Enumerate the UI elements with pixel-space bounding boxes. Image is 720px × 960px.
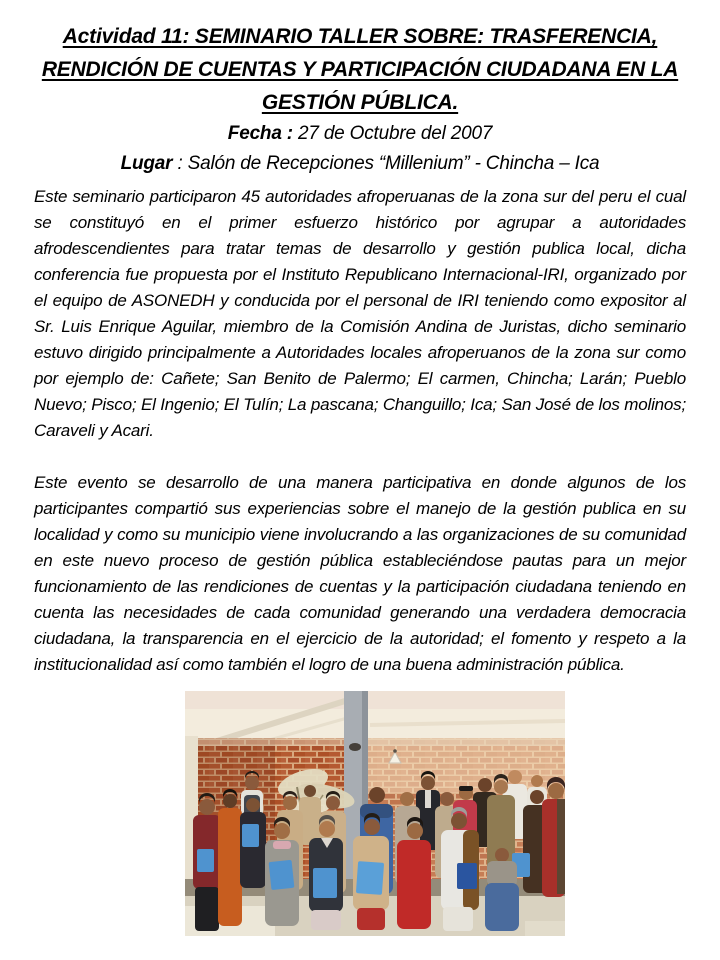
date-line — [34, 119, 686, 149]
document-title — [34, 20, 686, 119]
seminar-group-photo — [185, 691, 565, 936]
blue-folder — [197, 849, 214, 872]
blue-folder — [269, 860, 295, 890]
blue-folder — [313, 868, 337, 898]
sunglasses — [459, 786, 473, 791]
blue-folder — [242, 824, 259, 847]
paragraph-event-development: Este evento se desarrollo de una manera participativa en donde algunos de los participantes compartió sus experiencias sobre el manejo de la gestión publica en su localidad y como su municipio viene involucrando a las organizaciones de su comunidad en este nuevo proceso de gestión pública estableciéndose pautas para un mejor funcionamiento de las rendiciones de cuentas y la participación ciudadana teniendo en cuenta las necesidades de cada comunidad generando una verdadera democracia ciudadana, la transparencia en el ejercicio de la autoridad; el fomento y respeto a la institucionalidad así como también el logro de una buena administración pública. — [34, 473, 686, 674]
blue-book — [457, 863, 477, 889]
location-label: Lugar — [120, 153, 173, 174]
person — [218, 789, 242, 926]
title-line-2: RENDICIÓN DE CUENTAS Y PARTICIPACIÓN CIUDADANA EN LA — [41, 58, 679, 81]
paragraph-seminar-description: Este seminario participaron 45 autoridades afroperuanas de la zona sur del peru el cual se constituyó en el primer esfuerzo histórico por agrupar a autoridades afrodescendientes para tratar temas de desarrollo y gestión publica local, dicha conferencia fue propuesta por el Instituto Republicano Internacional-IRI, organizado por el equipo de ASONEDH y conducida por el personal de IRI teniendo como expositor al Sr. Luis Enrique Aguilar, miembro de la Comisión Andina de Juristas, dicho seminario estuvo dirigido principalmente a Autoridades locales afroperuanos de la zona sur como por ejemplo de: Cañete; San Benito de Palermo; El carmen, Chincha; Larán; Pueblo Nuevo; Pisco; El Ingenio; El Tulín; La pascana; Changuillo; Ica; San José de los molinos; Caraveli y Acari. — [34, 187, 686, 440]
pillar-sconce — [349, 743, 361, 751]
location-line — [34, 149, 686, 179]
date-value: 27 de Octubre del 2007 — [292, 123, 493, 144]
title-line-1: Actividad 11: SEMINARIO TALLER SOBRE: TRASFERENCIA, — [62, 25, 658, 48]
seminar-photo-illustration — [185, 691, 565, 936]
title-line-3: GESTIÓN PÚBLICA. — [261, 91, 459, 114]
date-label: Fecha : — [227, 123, 293, 144]
blue-folder — [356, 861, 384, 895]
location-value: : Salón de Recepciones “Millenium” - Chincha – Ica — [172, 153, 600, 174]
